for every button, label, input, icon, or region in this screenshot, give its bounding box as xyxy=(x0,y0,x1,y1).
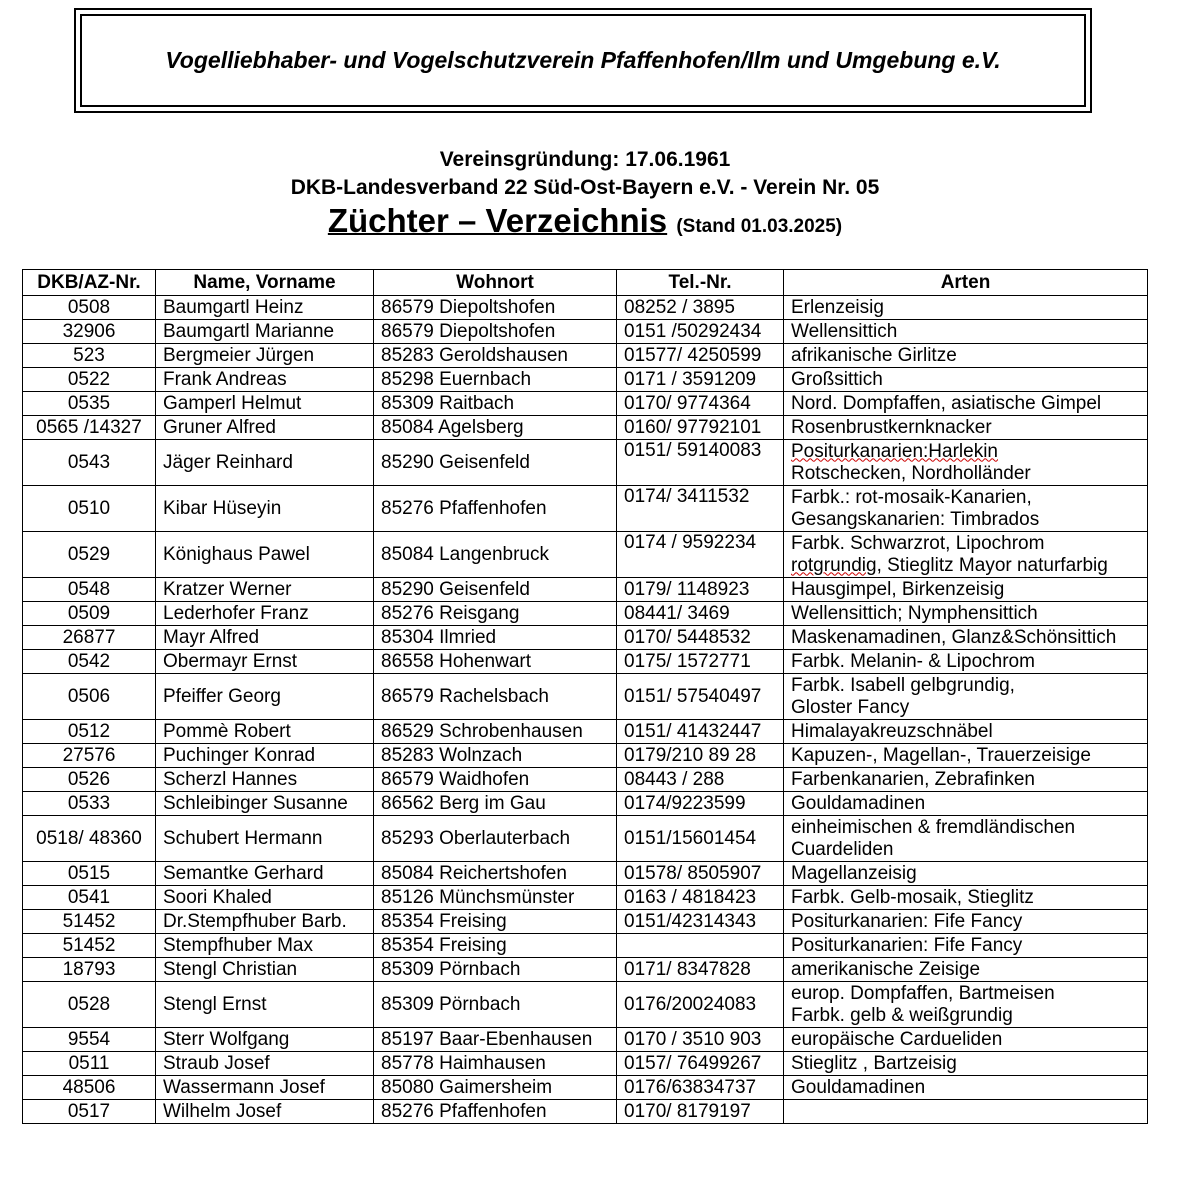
cell-nr: 0509 xyxy=(23,602,156,626)
cell-tel: 0151/42314343 xyxy=(617,910,784,934)
cell-tel: 0176/63834737 xyxy=(617,1076,784,1100)
arten-line-1: Farbk. Melanin- & Lipochrom xyxy=(791,650,1035,672)
arten-line-1: Positurkanarien: Fife Fancy xyxy=(791,910,1023,932)
cell-arten xyxy=(784,744,1148,768)
federation-line: DKB-Landesverband 22 Süd-Ost-Bayern e.V. - Verein Nr. 05 xyxy=(290,176,880,199)
cell-ort: 85290 Geisenfeld xyxy=(374,440,617,486)
column-header-arten: Arten xyxy=(784,270,1148,296)
cell-ort: 85309 Pörnbach xyxy=(374,958,617,982)
table-row xyxy=(23,416,1148,440)
cell-tel xyxy=(617,934,784,958)
cell-tel: 0179/210 89 28 xyxy=(617,744,784,768)
arten-line-1: Farbk. Isabell gelbgrundig, xyxy=(791,674,1015,696)
cell-tel: 08443 / 288 xyxy=(617,768,784,792)
cell-ort: 86529 Schrobenhausen xyxy=(374,720,617,744)
cell-arten xyxy=(784,344,1148,368)
table-row xyxy=(23,1076,1148,1100)
table-row xyxy=(23,320,1148,344)
arten-line-1: Stieglitz , Bartzeisig xyxy=(791,1052,957,1074)
arten-line-2: rotgrundig, Stieglitz Mayor naturfarbig xyxy=(791,554,1108,576)
cell-nr: 0510 xyxy=(23,486,156,532)
cell-name: Straub Josef xyxy=(156,1052,374,1076)
cell-tel: 0170/ 9774364 xyxy=(617,392,784,416)
cell-nr: 0517 xyxy=(23,1100,156,1124)
breeder-table xyxy=(22,269,1148,1124)
cell-arten xyxy=(784,486,1148,532)
table-row xyxy=(23,982,1148,1028)
table-row xyxy=(23,768,1148,792)
table-row xyxy=(23,934,1148,958)
arten-line-1: afrikanische Girlitze xyxy=(791,344,957,366)
table-row xyxy=(23,910,1148,934)
table-row xyxy=(23,792,1148,816)
column-header-tel: Tel.-Nr. xyxy=(617,270,784,296)
cell-nr: 51452 xyxy=(23,910,156,934)
cell-tel: 0151/15601454 xyxy=(617,816,784,862)
cell-nr: 523 xyxy=(23,344,156,368)
arten-line-1: einheimischen & fremdländischen xyxy=(791,816,1076,838)
cell-arten xyxy=(784,958,1148,982)
cell-name: Pommè Robert xyxy=(156,720,374,744)
arten-line-1: Wellensittich xyxy=(791,320,898,342)
column-header-nr: DKB/AZ-Nr. xyxy=(23,270,156,296)
cell-arten xyxy=(784,416,1148,440)
cell-arten xyxy=(784,886,1148,910)
cell-tel: 0176/20024083 xyxy=(617,982,784,1028)
cell-nr: 0518/ 48360 xyxy=(23,816,156,862)
cell-arten xyxy=(784,440,1148,486)
cell-ort: 86579 Waidhofen xyxy=(374,768,617,792)
cell-arten xyxy=(784,768,1148,792)
cell-ort: 85080 Gaimersheim xyxy=(374,1076,617,1100)
cell-tel: 0163 / 4818423 xyxy=(617,886,784,910)
cell-arten xyxy=(784,578,1148,602)
cell-arten xyxy=(784,674,1148,720)
arten-line-1: Gouldamadinen xyxy=(791,1076,926,1098)
arten-line-1: Nord. Dompfaffen, asiatische Gimpel xyxy=(791,392,1102,414)
arten-line-1: Farbk. Schwarzrot, Lipochrom xyxy=(791,532,1045,554)
cell-name: Schleibinger Susanne xyxy=(156,792,374,816)
club-name: Vogelliebhaber- und Vogelschutzverein Pfaffenhofen/Ilm und Umgebung e.V. xyxy=(165,47,1001,73)
cell-nr: 27576 xyxy=(23,744,156,768)
cell-tel: 0151 /50292434 xyxy=(617,320,784,344)
cell-name: Mayr Alfred xyxy=(156,626,374,650)
arten-line-1: Maskenamadinen, Glanz&Schönsittich xyxy=(791,626,1117,648)
arten-line-1: Himalayakreuzschnäbel xyxy=(791,720,993,742)
arten-line-2: Farbk. gelb & weißgrundig xyxy=(791,1004,1013,1026)
cell-name: Wassermann Josef xyxy=(156,1076,374,1100)
cell-nr: 0512 xyxy=(23,720,156,744)
arten-line-2: Gloster Fancy xyxy=(791,696,910,718)
cell-ort: 85283 Geroldshausen xyxy=(374,344,617,368)
table-row xyxy=(23,1028,1148,1052)
cell-ort: 85778 Haimhausen xyxy=(374,1052,617,1076)
cell-name: Dr.Stempfhuber Barb. xyxy=(156,910,374,934)
cell-name: Scherzl Hannes xyxy=(156,768,374,792)
column-header-ort: Wohnort xyxy=(374,270,617,296)
cell-name: Kibar Hüseyin xyxy=(156,486,374,532)
cell-ort: 85293 Oberlauterbach xyxy=(374,816,617,862)
cell-arten xyxy=(784,296,1148,320)
table-row xyxy=(23,958,1148,982)
cell-nr: 0543 xyxy=(23,440,156,486)
cell-arten xyxy=(784,1052,1148,1076)
table-row xyxy=(23,626,1148,650)
cell-name: Stempfhuber Max xyxy=(156,934,374,958)
cell-ort: 85283 Wolnzach xyxy=(374,744,617,768)
cell-nr: 0535 xyxy=(23,392,156,416)
arten-line-1: Positurkanarien:Harlekin xyxy=(791,440,998,462)
cell-ort: 85126 Münchsmünster xyxy=(374,886,617,910)
arten-line-1: europäische Cardueliden xyxy=(791,1028,1003,1050)
cell-tel: 0151/ 41432447 xyxy=(617,720,784,744)
arten-line-2: Cuardeliden xyxy=(791,838,894,860)
directory-heading xyxy=(0,202,1170,240)
table-row xyxy=(23,1052,1148,1076)
cell-ort: 86562 Berg im Gau xyxy=(374,792,617,816)
cell-name: Pfeiffer Georg xyxy=(156,674,374,720)
cell-name: Wilhelm Josef xyxy=(156,1100,374,1124)
cell-name: Sterr Wolfgang xyxy=(156,1028,374,1052)
table-header-row xyxy=(23,270,1148,296)
cell-name: Soori Khaled xyxy=(156,886,374,910)
arten-line-1: Erlenzeisig xyxy=(791,296,884,318)
table-row xyxy=(23,296,1148,320)
cell-name: Kratzer Werner xyxy=(156,578,374,602)
cell-nr: 0515 xyxy=(23,862,156,886)
cell-arten xyxy=(784,910,1148,934)
title-box xyxy=(74,8,1092,113)
cell-name: Stengl Ernst xyxy=(156,982,374,1028)
cell-arten xyxy=(784,320,1148,344)
cell-tel: 0160/ 97792101 xyxy=(617,416,784,440)
cell-name: Bergmeier Jürgen xyxy=(156,344,374,368)
table-row xyxy=(23,674,1148,720)
table-row xyxy=(23,602,1148,626)
cell-arten xyxy=(784,602,1148,626)
column-header-name: Name, Vorname xyxy=(156,270,374,296)
arten-line-1: amerikanische Zeisige xyxy=(791,958,981,980)
cell-nr: 0533 xyxy=(23,792,156,816)
cell-arten xyxy=(784,982,1148,1028)
cell-arten xyxy=(784,1028,1148,1052)
cell-ort: 85276 Pfaffenhofen xyxy=(374,1100,617,1124)
arten-line-1: Wellensittich; Nymphensittich xyxy=(791,602,1038,624)
cell-ort: 85276 Pfaffenhofen xyxy=(374,486,617,532)
cell-name: Gamperl Helmut xyxy=(156,392,374,416)
cell-nr: 0565 /14327 xyxy=(23,416,156,440)
cell-tel: 0174/ 3411532 xyxy=(617,486,784,532)
cell-arten xyxy=(784,1076,1148,1100)
cell-ort: 86579 Rachelsbach xyxy=(374,674,617,720)
cell-ort: 86558 Hohenwart xyxy=(374,650,617,674)
cell-arten xyxy=(784,532,1148,578)
cell-ort: 85354 Freising xyxy=(374,910,617,934)
cell-name: Baumgartl Heinz xyxy=(156,296,374,320)
table-body xyxy=(23,296,1148,1124)
cell-name: Baumgartl Marianne xyxy=(156,320,374,344)
cell-tel: 0175/ 1572771 xyxy=(617,650,784,674)
table-row xyxy=(23,392,1148,416)
cell-nr: 48506 xyxy=(23,1076,156,1100)
cell-arten xyxy=(784,650,1148,674)
arten-line-1: Magellanzeisig xyxy=(791,862,917,884)
cell-tel: 0170/ 8179197 xyxy=(617,1100,784,1124)
cell-tel: 0171 / 3591209 xyxy=(617,368,784,392)
cell-nr: 51452 xyxy=(23,934,156,958)
cell-arten xyxy=(784,392,1148,416)
table-row xyxy=(23,486,1148,532)
table-row xyxy=(23,578,1148,602)
cell-tel: 01578/ 8505907 xyxy=(617,862,784,886)
table-row xyxy=(23,650,1148,674)
cell-nr: 0541 xyxy=(23,886,156,910)
cell-nr: 26877 xyxy=(23,626,156,650)
cell-tel: 0170 / 3510 903 xyxy=(617,1028,784,1052)
cell-name: Jäger Reinhard xyxy=(156,440,374,486)
cell-arten xyxy=(784,720,1148,744)
cell-arten xyxy=(784,368,1148,392)
cell-ort: 85276 Reisgang xyxy=(374,602,617,626)
table-row xyxy=(23,720,1148,744)
cell-nr: 0508 xyxy=(23,296,156,320)
cell-name: Frank Andreas xyxy=(156,368,374,392)
cell-nr: 0522 xyxy=(23,368,156,392)
cell-tel: 0174 / 9592234 xyxy=(617,532,784,578)
table-row xyxy=(23,1100,1148,1124)
cell-ort: 85304 Ilmried xyxy=(374,626,617,650)
cell-ort: 85298 Euernbach xyxy=(374,368,617,392)
cell-name: Obermayr Ernst xyxy=(156,650,374,674)
arten-line-1: Großsittich xyxy=(791,368,883,390)
cell-nr: 0506 xyxy=(23,674,156,720)
table-row xyxy=(23,532,1148,578)
arten-line-1: Farbk.: rot-mosaik-Kanarien, xyxy=(791,486,1032,508)
cell-arten xyxy=(784,862,1148,886)
cell-arten xyxy=(784,626,1148,650)
founding-date: Vereinsgründung: 17.06.1961 xyxy=(439,148,731,171)
arten-line-2: Gesangskanarien: Timbrados xyxy=(791,508,1040,530)
cell-ort: 86579 Diepoltshofen xyxy=(374,320,617,344)
arten-line-1: Positurkanarien: Fife Fancy xyxy=(791,934,1023,956)
cell-nr: 0548 xyxy=(23,578,156,602)
arten-line-1: Gouldamadinen xyxy=(791,792,926,814)
cell-ort: 86579 Diepoltshofen xyxy=(374,296,617,320)
cell-tel: 0157/ 76499267 xyxy=(617,1052,784,1076)
cell-nr: 18793 xyxy=(23,958,156,982)
cell-tel: 08252 / 3895 xyxy=(617,296,784,320)
title-box-inner xyxy=(80,14,1086,107)
cell-tel: 0170/ 5448532 xyxy=(617,626,784,650)
cell-name: Semantke Gerhard xyxy=(156,862,374,886)
cell-name: Schubert Hermann xyxy=(156,816,374,862)
cell-arten xyxy=(784,816,1148,862)
cell-nr: 0526 xyxy=(23,768,156,792)
arten-line-1: europ. Dompfaffen, Bartmeisen xyxy=(791,982,1055,1004)
cell-arten xyxy=(784,792,1148,816)
directory-title: Züchter – Verzeichnis xyxy=(327,202,668,239)
cell-tel: 0151/ 57540497 xyxy=(617,674,784,720)
cell-ort: 85354 Freising xyxy=(374,934,617,958)
table-row xyxy=(23,886,1148,910)
cell-tel: 0174/9223599 xyxy=(617,792,784,816)
cell-name: Stengl Christian xyxy=(156,958,374,982)
arten-line-1: Rosenbrustkernknacker xyxy=(791,416,992,438)
cell-nr: 9554 xyxy=(23,1028,156,1052)
cell-nr: 0542 xyxy=(23,650,156,674)
arten-line-1: Farbenkanarien, Zebrafinken xyxy=(791,768,1035,790)
table-row xyxy=(23,344,1148,368)
cell-arten xyxy=(784,1100,1148,1124)
cell-ort: 85084 Langenbruck xyxy=(374,532,617,578)
cell-name: Gruner Alfred xyxy=(156,416,374,440)
arten-line-1: Farbk. Gelb-mosaik, Stieglitz xyxy=(791,886,1034,908)
table-row xyxy=(23,368,1148,392)
cell-ort: 85309 Pörnbach xyxy=(374,982,617,1028)
cell-tel: 0179/ 1148923 xyxy=(617,578,784,602)
cell-name: Puchinger Konrad xyxy=(156,744,374,768)
cell-nr: 0511 xyxy=(23,1052,156,1076)
cell-nr: 0528 xyxy=(23,982,156,1028)
cell-arten xyxy=(784,934,1148,958)
cell-nr: 0529 xyxy=(23,532,156,578)
cell-tel: 0171/ 8347828 xyxy=(617,958,784,982)
cell-ort: 85197 Baar-Ebenhausen xyxy=(374,1028,617,1052)
table-row xyxy=(23,744,1148,768)
table-row xyxy=(23,862,1148,886)
cell-nr: 32906 xyxy=(23,320,156,344)
cell-ort: 85290 Geisenfeld xyxy=(374,578,617,602)
cell-name: Lederhofer Franz xyxy=(156,602,374,626)
cell-tel: 0151/ 59140083 xyxy=(617,440,784,486)
table-row xyxy=(23,440,1148,486)
cell-tel: 01577/ 4250599 xyxy=(617,344,784,368)
arten-line-2: Rotschecken, Nordholländer xyxy=(791,462,1031,484)
table-row xyxy=(23,816,1148,862)
arten-line-1: Kapuzen-, Magellan-, Trauerzeisige xyxy=(791,744,1091,766)
cell-ort: 85084 Reichertshofen xyxy=(374,862,617,886)
cell-name: Könighaus Pawel xyxy=(156,532,374,578)
cell-tel: 08441/ 3469 xyxy=(617,602,784,626)
cell-ort: 85084 Agelsberg xyxy=(374,416,617,440)
cell-ort: 85309 Raitbach xyxy=(374,392,617,416)
arten-line-1: Hausgimpel, Birkenzeisig xyxy=(791,578,1005,600)
stand-date: (Stand 01.03.2025) xyxy=(676,216,843,237)
